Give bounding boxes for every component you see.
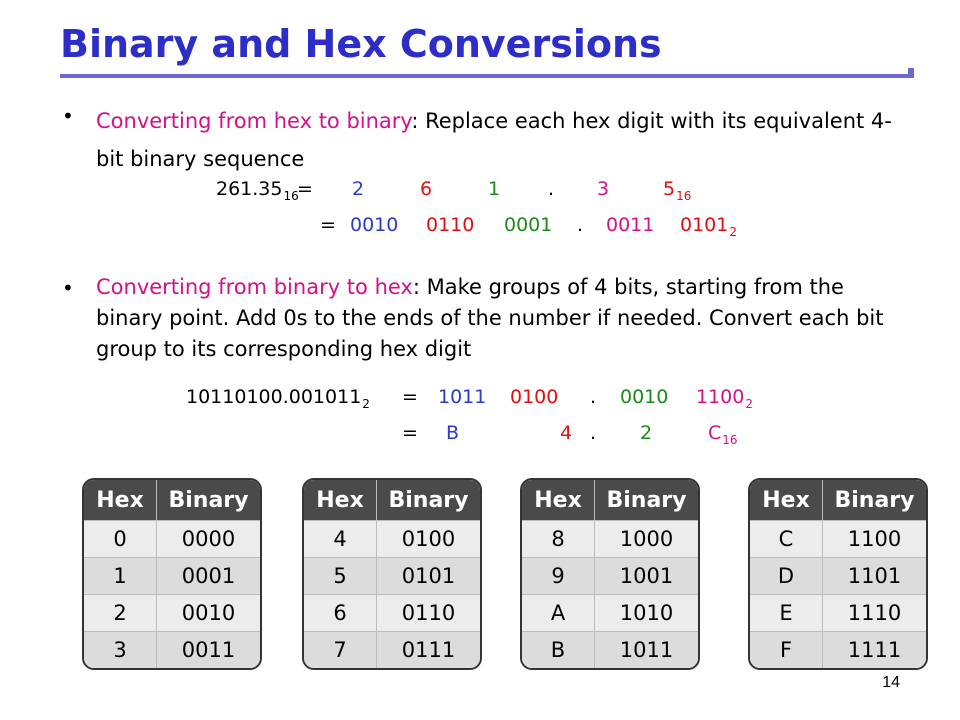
binary-group-value: 1100 <box>696 386 745 408</box>
hex-binary-table <box>82 478 262 670</box>
table-header-binary: Binary <box>823 480 927 521</box>
binary-cell: 0111 <box>377 632 481 669</box>
binary-cell: 1010 <box>595 595 699 632</box>
table-row <box>522 558 698 595</box>
bullet-marker: • <box>62 104 74 128</box>
equation-row <box>0 422 960 446</box>
table-row <box>750 521 926 558</box>
binary-cell: 1100 <box>823 521 927 558</box>
hex-cell: D <box>750 558 823 595</box>
hex-cell: 4 <box>304 521 377 558</box>
hex-cell: 8 <box>522 521 595 558</box>
equals-sign: = <box>320 214 336 236</box>
binary-group: 0110 <box>426 214 475 236</box>
equation-row <box>0 178 960 202</box>
bullet-lead: Converting from hex to binary <box>96 109 412 133</box>
radix-point: . <box>590 422 597 444</box>
table-row <box>84 558 260 595</box>
hex-binary-table <box>302 478 482 670</box>
table-row <box>750 558 926 595</box>
table-row <box>522 521 698 558</box>
binary-cell: 0010 <box>157 595 261 632</box>
radix-point: . <box>548 178 555 200</box>
base-subscript: 2 <box>745 397 753 411</box>
binary-group: 0011 <box>606 214 655 236</box>
base-subscript: 16 <box>722 433 738 447</box>
binary-cell: 1110 <box>823 595 927 632</box>
table-header-hex: Hex <box>304 480 377 521</box>
hex-cell: E <box>750 595 823 632</box>
bullet-lead: Converting from binary to hex <box>96 275 413 299</box>
bullet-binary-to-hex <box>96 272 916 365</box>
table-row <box>304 595 480 632</box>
table-header-hex: Hex <box>750 480 823 521</box>
hex-cell: 5 <box>304 558 377 595</box>
hex-digit-value: 5 <box>663 178 676 200</box>
page-number: 14 <box>882 674 900 691</box>
binary-cell: 1000 <box>595 521 699 558</box>
hex-cell: 7 <box>304 632 377 669</box>
hex-digit: 2 <box>352 178 365 200</box>
hex-cell: 3 <box>84 632 157 669</box>
binary-group: 0010 <box>350 214 399 236</box>
binary-group: 0100 <box>510 386 559 408</box>
hex-digit <box>708 422 738 447</box>
table-header-hex: Hex <box>84 480 157 521</box>
title-underline <box>60 74 914 78</box>
hex-binary-table <box>520 478 700 670</box>
binary-cell: 0110 <box>377 595 481 632</box>
binary-group: 0001 <box>504 214 553 236</box>
binary-group: 1011 <box>438 386 487 408</box>
binary-cell: 0100 <box>377 521 481 558</box>
title-underline-end <box>908 68 914 78</box>
binary-cell: 1001 <box>595 558 699 595</box>
hex-digit: 3 <box>597 178 610 200</box>
equation-lhs-base: 2 <box>362 397 370 411</box>
radix-point: . <box>577 214 584 236</box>
binary-group: 0010 <box>620 386 669 408</box>
table-row <box>522 632 698 669</box>
equation-row <box>0 214 960 238</box>
bullet-text: : Make groups of 4 bits, starting from the binary point. Add 0s to the ends of the number if needed. Convert each bit group to its corresponding hex digit <box>96 275 884 361</box>
binary-cell: 1011 <box>595 632 699 669</box>
hex-cell: 0 <box>84 521 157 558</box>
bullet-marker: • <box>62 276 74 300</box>
binary-cell: 0001 <box>157 558 261 595</box>
table-header-hex: Hex <box>522 480 595 521</box>
binary-cell: 1101 <box>823 558 927 595</box>
table-row <box>750 595 926 632</box>
table-row <box>84 632 260 669</box>
table-row <box>304 632 480 669</box>
hex-digit: 2 <box>640 422 653 444</box>
hex-cell: 6 <box>304 595 377 632</box>
slide-title: Binary and Hex Conversions <box>60 22 662 66</box>
table-row <box>750 632 926 669</box>
equals-sign: = <box>402 422 418 444</box>
hex-digit: 1 <box>488 178 501 200</box>
bullet-text: : Replace each hex digit with its equivalent 4-bit binary sequence <box>96 109 892 171</box>
table-row <box>84 521 260 558</box>
equals-sign: = <box>297 178 313 200</box>
hex-digit <box>663 178 691 203</box>
hex-binary-table <box>748 478 928 670</box>
hex-cell: C <box>750 521 823 558</box>
hex-digit: 6 <box>420 178 433 200</box>
base-subscript: 2 <box>729 225 737 239</box>
hex-cell: B <box>522 632 595 669</box>
equation-lhs <box>186 386 370 411</box>
equation-lhs-value: 261.35 <box>216 178 283 200</box>
binary-group <box>696 386 753 411</box>
radix-point: . <box>590 386 597 408</box>
binary-cell: 0011 <box>157 632 261 669</box>
table-row <box>84 595 260 632</box>
binary-cell: 0000 <box>157 521 261 558</box>
binary-group <box>680 214 737 239</box>
table-row <box>304 521 480 558</box>
table-header-binary: Binary <box>377 480 481 521</box>
hex-cell: 2 <box>84 595 157 632</box>
hex-cell: 1 <box>84 558 157 595</box>
bullet-hex-to-binary <box>96 102 916 178</box>
equation-lhs <box>216 178 299 203</box>
hex-cell: A <box>522 595 595 632</box>
table-header-binary: Binary <box>157 480 261 521</box>
binary-cell: 0101 <box>377 558 481 595</box>
table-row <box>304 558 480 595</box>
hex-digit: 4 <box>560 422 573 444</box>
hex-cell: 9 <box>522 558 595 595</box>
binary-group-value: 0101 <box>680 214 729 236</box>
binary-cell: 1111 <box>823 632 927 669</box>
equals-sign: = <box>402 386 418 408</box>
table-row <box>522 595 698 632</box>
table-header-binary: Binary <box>595 480 699 521</box>
hex-digit-value: C <box>708 422 722 444</box>
base-subscript: 16 <box>676 189 692 203</box>
hex-cell: F <box>750 632 823 669</box>
equation-lhs-base: 16 <box>283 189 299 203</box>
equation-lhs-value: 10110100.001011 <box>186 386 362 408</box>
hex-digit: B <box>446 422 460 444</box>
equation-row <box>0 386 960 410</box>
